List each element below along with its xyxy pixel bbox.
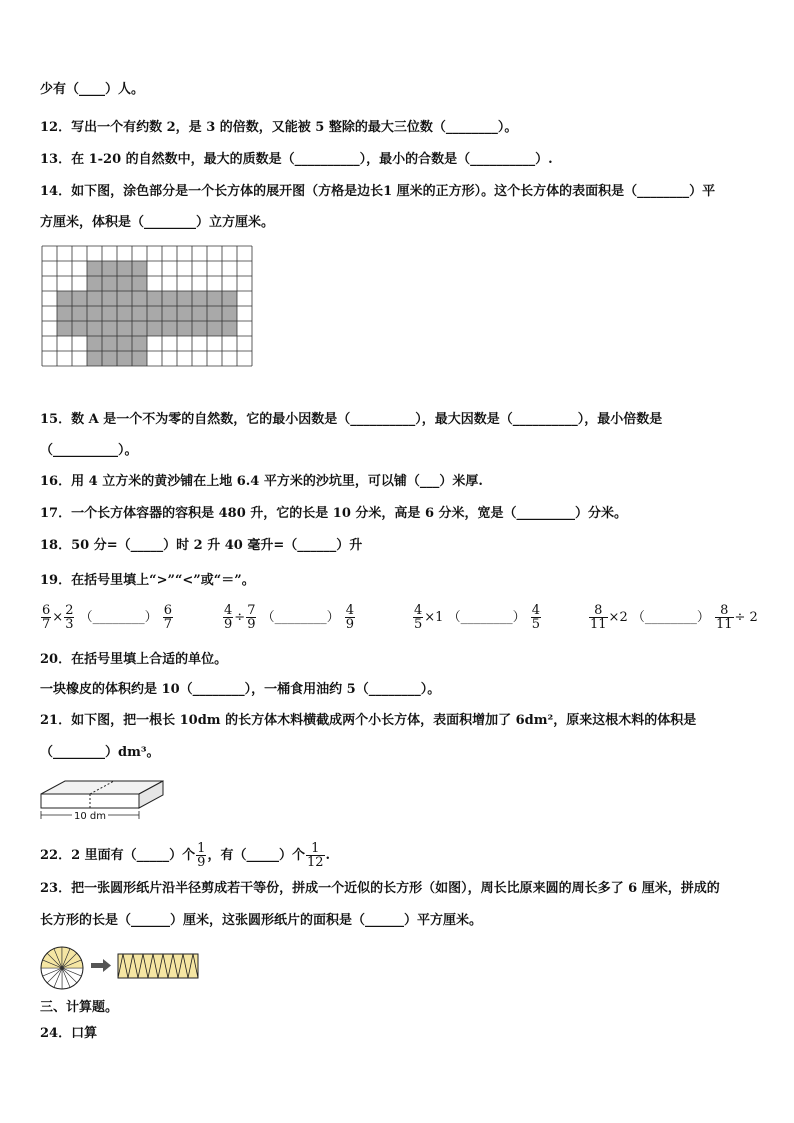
shaded-cell — [87, 291, 102, 306]
shaded-cell — [207, 291, 222, 306]
q19: 19．在括号里填上“>”“<”或“＝”。 — [40, 573, 255, 588]
shaded-cell — [117, 261, 132, 276]
wood-block-figure — [38, 778, 166, 824]
operator: × — [52, 610, 64, 625]
comparison-item — [222, 604, 356, 631]
comparison-item — [412, 604, 542, 631]
shaded-cell — [177, 321, 192, 336]
wood-front-face — [41, 794, 139, 808]
shaded-cell — [132, 261, 147, 276]
shaded-cell — [132, 306, 147, 321]
fraction-1-9: $\frac{1}{9}$ — [197, 841, 206, 870]
comparison-item — [40, 604, 174, 631]
shaded-cell — [147, 321, 162, 336]
shaded-cell — [57, 321, 72, 336]
fraction: $\frac{4}{9}$ — [224, 603, 233, 632]
operator: ÷ 2 — [734, 610, 758, 625]
shaded-cell — [147, 306, 162, 321]
shaded-cell — [87, 321, 102, 336]
shaded-cell — [192, 321, 207, 336]
shaded-cell — [87, 261, 102, 276]
rectangle-outline — [118, 954, 198, 978]
arrow-head — [103, 959, 111, 972]
shaded-cell — [102, 291, 117, 306]
answer-blank: （________） — [443, 610, 530, 625]
shaded-cell — [117, 336, 132, 351]
shaded-cell — [132, 291, 147, 306]
shaded-cell — [162, 306, 177, 321]
dimension-label: 10 dm — [74, 811, 106, 822]
q22-text-a: 22．2 里面有（_____）个 — [40, 848, 196, 863]
shaded-cell — [162, 321, 177, 336]
fraction: $\frac{2}{3}$ — [65, 603, 74, 632]
shaded-cell — [72, 306, 87, 321]
shaded-cell — [192, 291, 207, 306]
q12: 12．写出一个有约数 2，是 3 的倍数，又能被 5 整除的最大三位数（________）。 — [40, 120, 518, 135]
shaded-cell — [72, 321, 87, 336]
fraction: $\frac{4}{5}$ — [531, 603, 540, 632]
q22: 22．2 里面有（_____）个 $\frac{1}{9}$ ，有（_____）个 $\frac{1}{12}$ . — [40, 841, 331, 870]
q22-text-b: ，有（_____）个 — [207, 848, 305, 863]
shaded-cell — [57, 291, 72, 306]
answer-blank: （________） — [75, 610, 162, 625]
shaded-cell — [192, 306, 207, 321]
q18: 18．50 分=（_____）时 2 升 40 毫升=（______）升 — [40, 538, 363, 553]
shaded-cell — [57, 306, 72, 321]
answer-blank: （________） — [627, 610, 714, 625]
fraction: $\frac{6}{7}$ — [42, 603, 51, 632]
q13: 13．在 1-20 的自然数中，最大的质数是（__________），最小的合数是（__________）. — [40, 152, 553, 167]
fraction-1-12: $\frac{1}{12}$ — [306, 841, 324, 870]
q15-line2: （__________）。 — [40, 443, 138, 458]
shaded-cell — [222, 306, 237, 321]
q20: 20．在括号里填上合适的单位。 — [40, 652, 228, 667]
q15-line1: 15．数 A 是一个不为零的自然数，它的最小因数是（__________），最大因数是（__________），最小倍数是 — [40, 412, 663, 427]
q14-line1: 14．如下图，涂色部分是一个长方体的展开图（方格是边长1 厘米的正方形）。这个长方体的表面积是（________）平 — [40, 184, 716, 199]
shaded-cell — [117, 351, 132, 366]
circle-to-rectangle-figure — [38, 944, 202, 990]
q20-body: 一块橡皮的体积约是 10（________），一桶食用油约 5（________）。 — [40, 682, 441, 697]
shaded-cell — [87, 351, 102, 366]
q11-tail: 少有（____）人。 — [40, 82, 145, 97]
shaded-cell — [222, 291, 237, 306]
section-3-title: 三、计算题。 — [40, 1000, 119, 1015]
fraction: $\frac{8}{11}$ — [590, 603, 607, 632]
fraction: $\frac{4}{5}$ — [414, 603, 423, 632]
cuboid-net-grid-figure — [40, 244, 254, 370]
q16: 16．用 4 立方米的黄沙铺在上地 6.4 平方米的沙坑里，可以铺（___）米厚. — [40, 474, 483, 489]
fraction: $\frac{4}{9}$ — [345, 603, 355, 632]
shaded-cell — [147, 291, 162, 306]
fraction: $\frac{8}{11}$ — [715, 603, 733, 632]
shaded-cell — [207, 321, 222, 336]
operator: ×1 — [424, 610, 444, 625]
shaded-cell — [117, 291, 132, 306]
shaded-cell — [87, 336, 102, 351]
shaded-cell — [102, 276, 117, 291]
shaded-cell — [72, 291, 87, 306]
operator: ×2 — [608, 610, 628, 625]
shaded-cell — [102, 351, 117, 366]
shaded-cell — [102, 261, 117, 276]
shaded-cell — [132, 321, 147, 336]
q24: 24．口算 — [40, 1026, 98, 1041]
shaded-cell — [177, 291, 192, 306]
shaded-cell — [117, 321, 132, 336]
shaded-cell — [102, 336, 117, 351]
q21-line2: （________）dm³。 — [40, 745, 160, 760]
shaded-cell — [102, 306, 117, 321]
fraction: $\frac{7}{9}$ — [247, 603, 256, 632]
shaded-cell — [162, 291, 177, 306]
arrow-shaft — [91, 963, 103, 968]
shaded-cell — [117, 306, 132, 321]
shaded-cell — [87, 276, 102, 291]
shaded-cell — [132, 336, 147, 351]
operator: ÷ — [234, 610, 246, 625]
q23-line2: 长方形的长是（______）厘米，这张圆形纸片的面积是（______）平方厘米。 — [40, 913, 483, 928]
shaded-cell — [132, 276, 147, 291]
shaded-cell — [87, 306, 102, 321]
comparison-item — [588, 604, 758, 631]
answer-blank: （________） — [257, 610, 344, 625]
shaded-cell — [102, 321, 117, 336]
shaded-cell — [177, 306, 192, 321]
fraction: $\frac{6}{7}$ — [163, 603, 173, 632]
q14-line2: 方厘米，体积是（________）立方厘米。 — [40, 215, 275, 230]
shaded-cell — [117, 276, 132, 291]
q21-line1: 21．如下图，把一根长 10dm 的长方体木料横截成两个小长方体，表面积增加了 6dm²，原来这根木料的体积是 — [40, 713, 697, 728]
q17: 17．一个长方体容器的容积是 480 升，它的长是 10 分米，高是 6 分米，宽是（_________）分米。 — [40, 506, 628, 521]
q23-line1: 23．把一张圆形纸片沿半径剪成若干等份，拼成一个近似的长方形（如图），周长比原来圆的周长多了 6 厘米，拼成的 — [40, 881, 720, 896]
shaded-cell — [132, 351, 147, 366]
shaded-cell — [222, 321, 237, 336]
shaded-cell — [207, 306, 222, 321]
